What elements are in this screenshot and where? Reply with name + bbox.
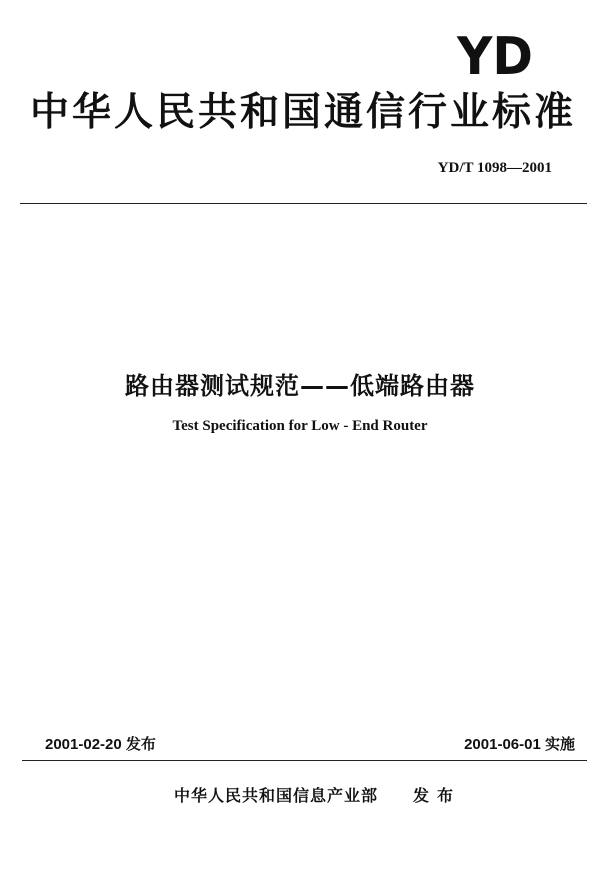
header-title: 中华人民共和国通信行业标准 (30, 90, 577, 135)
bottom-divider (22, 760, 587, 761)
yd-logo-text: YD (456, 27, 533, 80)
issue-date: 2001-02-20 发布 (45, 736, 156, 753)
effective-date: 2001-06-01 实施 (464, 736, 575, 753)
standard-code: YD/T 1098—2001 (437, 160, 552, 176)
publish-label: 发布 (413, 786, 462, 805)
document-title: 路由器测试规范——低端路由器 (125, 372, 475, 400)
top-divider (20, 203, 587, 204)
yd-logo (455, 24, 535, 80)
publisher-name: 中华人民共和国信息产业部 (174, 786, 379, 805)
document-subtitle: Test Specification for Low - End Router (172, 418, 428, 434)
